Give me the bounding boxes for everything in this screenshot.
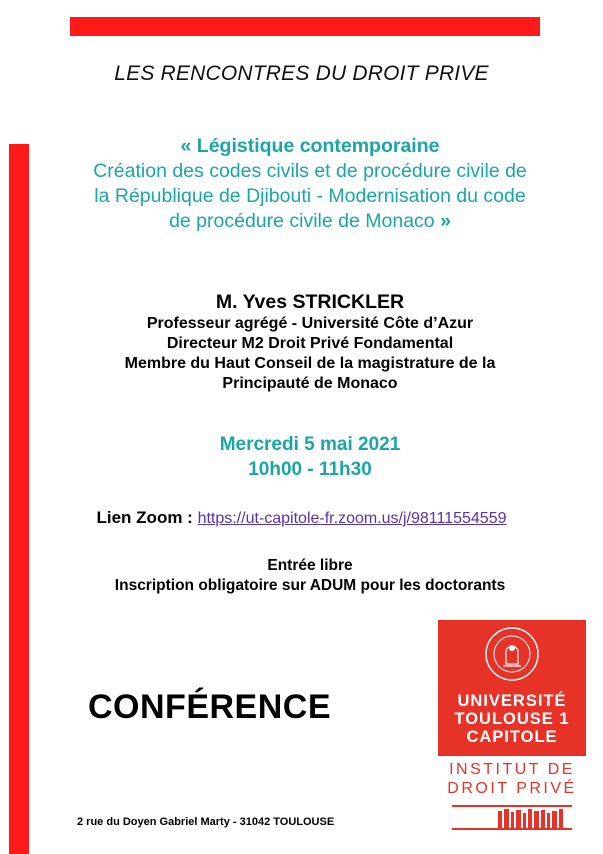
title-line-3: la République de Djibouti - Modernisation du code — [94, 185, 526, 207]
date-block — [40, 432, 580, 482]
left-red-bar — [9, 144, 29, 854]
books-icon — [438, 801, 586, 831]
address: 2 rue du Doyen Gabriel Marty - 31042 TOULOUSE — [77, 816, 335, 828]
institute-name — [438, 760, 586, 798]
logo-line: CAPITOLE — [466, 728, 558, 746]
registration-note: Inscription obligatoire sur ADUM pour les doctorants — [114, 577, 506, 594]
title-line-2: Création des codes civils et de procédure civile de — [93, 160, 527, 182]
zoom-line — [0, 508, 603, 528]
conference-title — [40, 134, 580, 234]
event-time: 10h00 - 11h30 — [248, 459, 372, 480]
logo-line: TOULOUSE 1 — [454, 710, 570, 728]
institute-line: INSTITUT DE — [449, 761, 575, 778]
speaker-role: Principauté de Monaco — [222, 375, 398, 392]
speaker-role: Membre du Haut Conseil de la magistrature de la — [124, 355, 496, 372]
title-close-quote: » — [440, 210, 451, 232]
title-line-4-text: de procédure civile de Monaco — [169, 210, 435, 232]
zoom-label: Lien Zoom : — [96, 508, 193, 527]
institute-line: DROIT PRIVÉ — [447, 780, 577, 797]
speaker-block — [40, 290, 580, 394]
title-line-1: « Légistique contemporaine — [180, 135, 440, 157]
title-line-4 — [40, 209, 580, 234]
event-date: Mercredi 5 mai 2021 — [219, 434, 401, 455]
zoom-link[interactable]: https://ut-capitole-fr.zoom.us/j/98111554559 — [197, 510, 507, 527]
top-red-bar — [70, 17, 540, 36]
university-seal-icon — [484, 626, 540, 682]
entry-free: Entrée libre — [267, 557, 353, 574]
entry-info — [40, 556, 580, 596]
university-logo — [438, 620, 586, 756]
logo-line: UNIVERSITÉ — [457, 692, 567, 710]
speaker-name: M. Yves STRICKLER — [215, 291, 405, 313]
speaker-role: Professeur agrégé - Université Côte d’Azur — [146, 315, 474, 332]
series-title: LES RENCONTRES DU DROIT PRIVE — [114, 62, 489, 85]
conference-heading: CONFÉRENCE — [88, 688, 332, 726]
logo-text — [438, 692, 586, 746]
speaker-role: Directeur M2 Droit Privé Fondamental — [166, 335, 454, 352]
